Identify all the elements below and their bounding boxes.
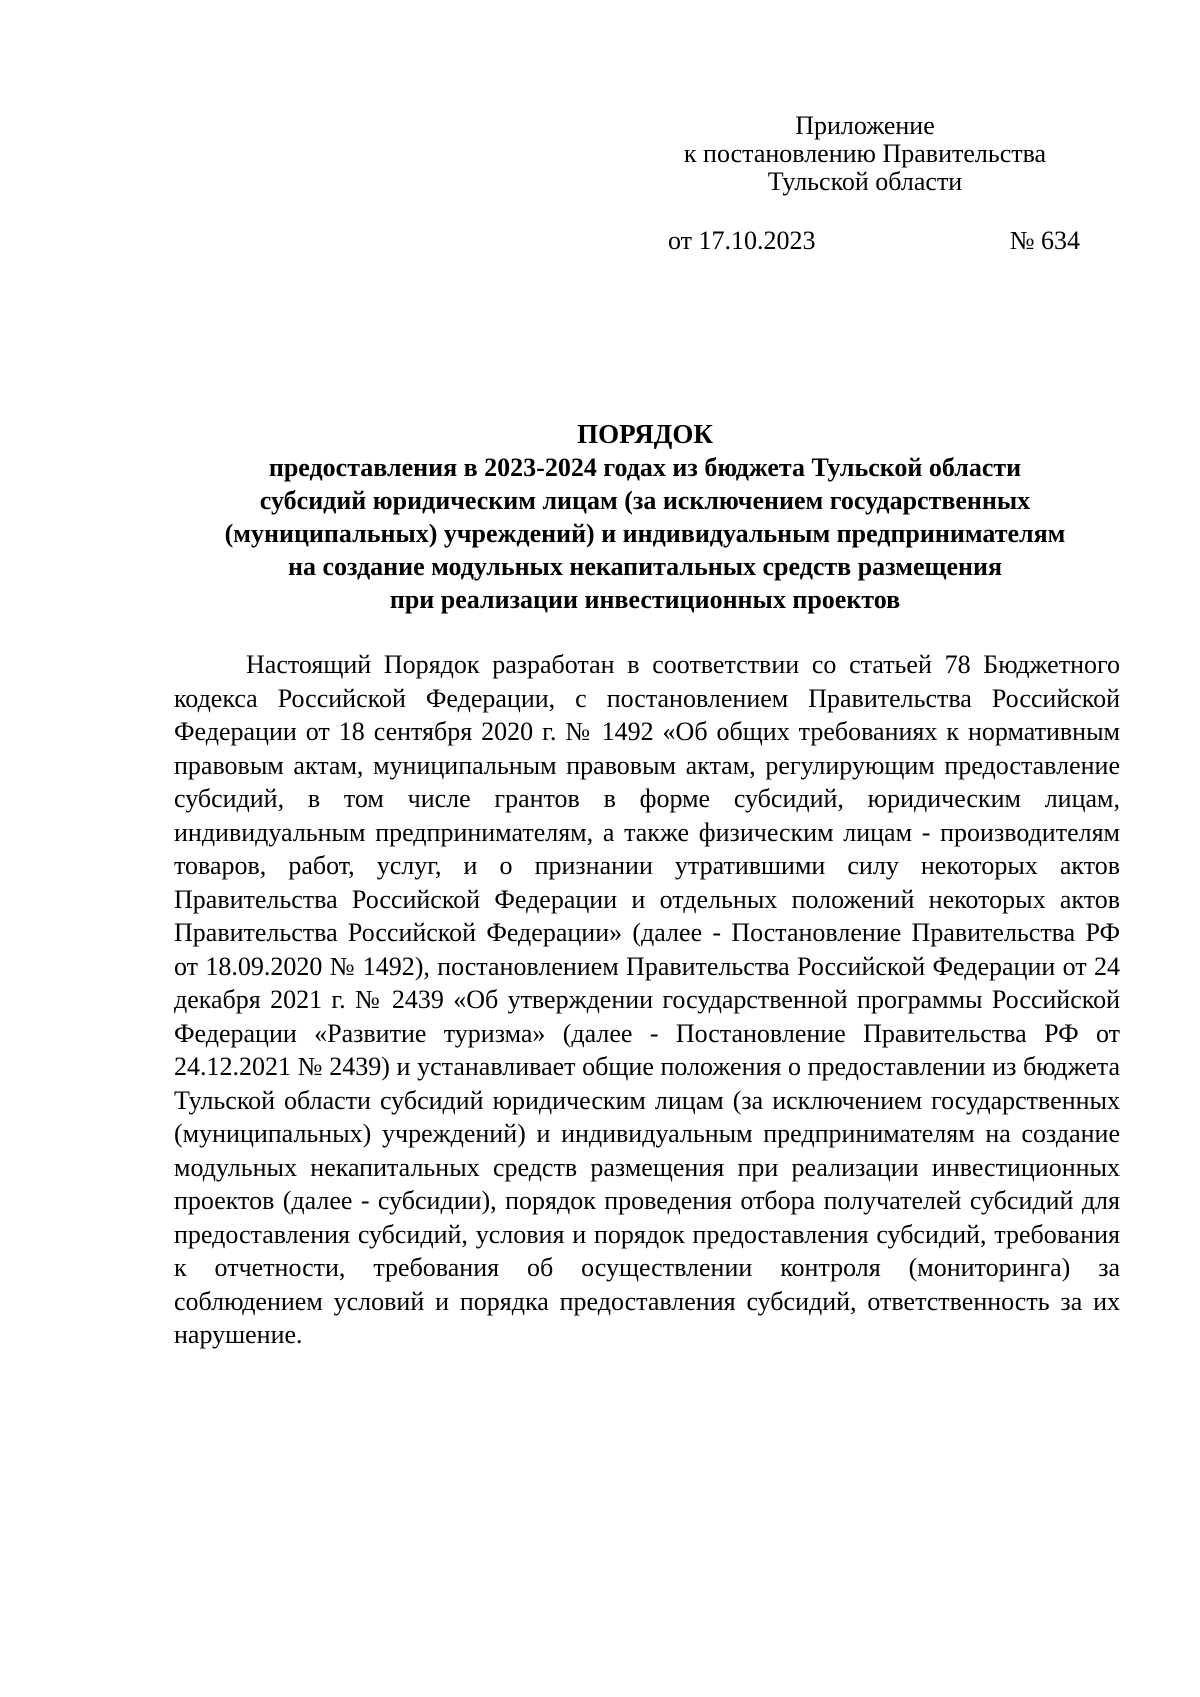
appendix-region: Тульской области [767,167,963,196]
appendix-label: Приложение [795,111,935,140]
title-line: субсидий юридическим лицам (за исключением государственных [259,486,1031,515]
title-line: на создание модульных некапитальных средств размещения [287,552,1003,581]
decree-number: № 634 [1009,226,1080,255]
title-line: при реализации инвестиционных проектов [389,585,901,614]
decree-date: от 17.10.2023 [668,226,816,255]
appendix-block [645,112,1085,196]
document-title-block [160,418,1130,616]
title-line: (муниципальных) учреждений) и индивидуальным предпринимателям [224,519,1066,548]
document-heading: ПОРЯДОК [577,419,713,449]
appendix-reference: к постановлению Правительства [683,139,1047,168]
body-paragraph: Настоящий Порядок разработан в соответствии со статьей 78 Бюджетного кодекса Российской Федерации, с постановлением Правительства Российской Федерации от 18 сентября 2020 г. № 1492 «Об общих требованиях к нормативным правовым актам, муниципальным правовым актам, регулирующим предоставление субсидий, в том числе грантов в форме субсидий, юридическим лицам, индивидуальным предпринимателям, а также физическим лицам - производителям товаров, работ, услуг, и о признании утратившими силу некоторых актов Правительства Российской Федерации и отдельных положений некоторых актов Правительства Российской Федерации» (далее - Постановление Правительства РФ от 18.09.2020 № 1492), постановлением Правительства Российской Федерации от 24 декабря 2021 г. № 2439 «Об утверждении государственной программы Российской Федерации «Развитие туризма» (далее - Постановление Правительства РФ от 24.12.2021 № 2439) и устанавливает общие положения о предоставлении из бюджета Тульской области субсидий юридическим лицам (за исключением государственных (муниципальных) учреждений) и индивидуальным предпринимателям на создание модульных некапитальных средств размещения при реализации инвестиционных проектов (далее - субсидии), порядок проведения отбора получателей субсидий для предоставления субсидий, условия и порядок предоставления субсидий, требования к отчетности, требования об осуществлении контроля (мониторинга) за соблюдением условий и порядка предоставления субсидий, ответственность за их нарушение. [174,650,1120,1349]
title-line: предоставления в 2023-2024 годах из бюджета Тульской области [268,453,1022,482]
